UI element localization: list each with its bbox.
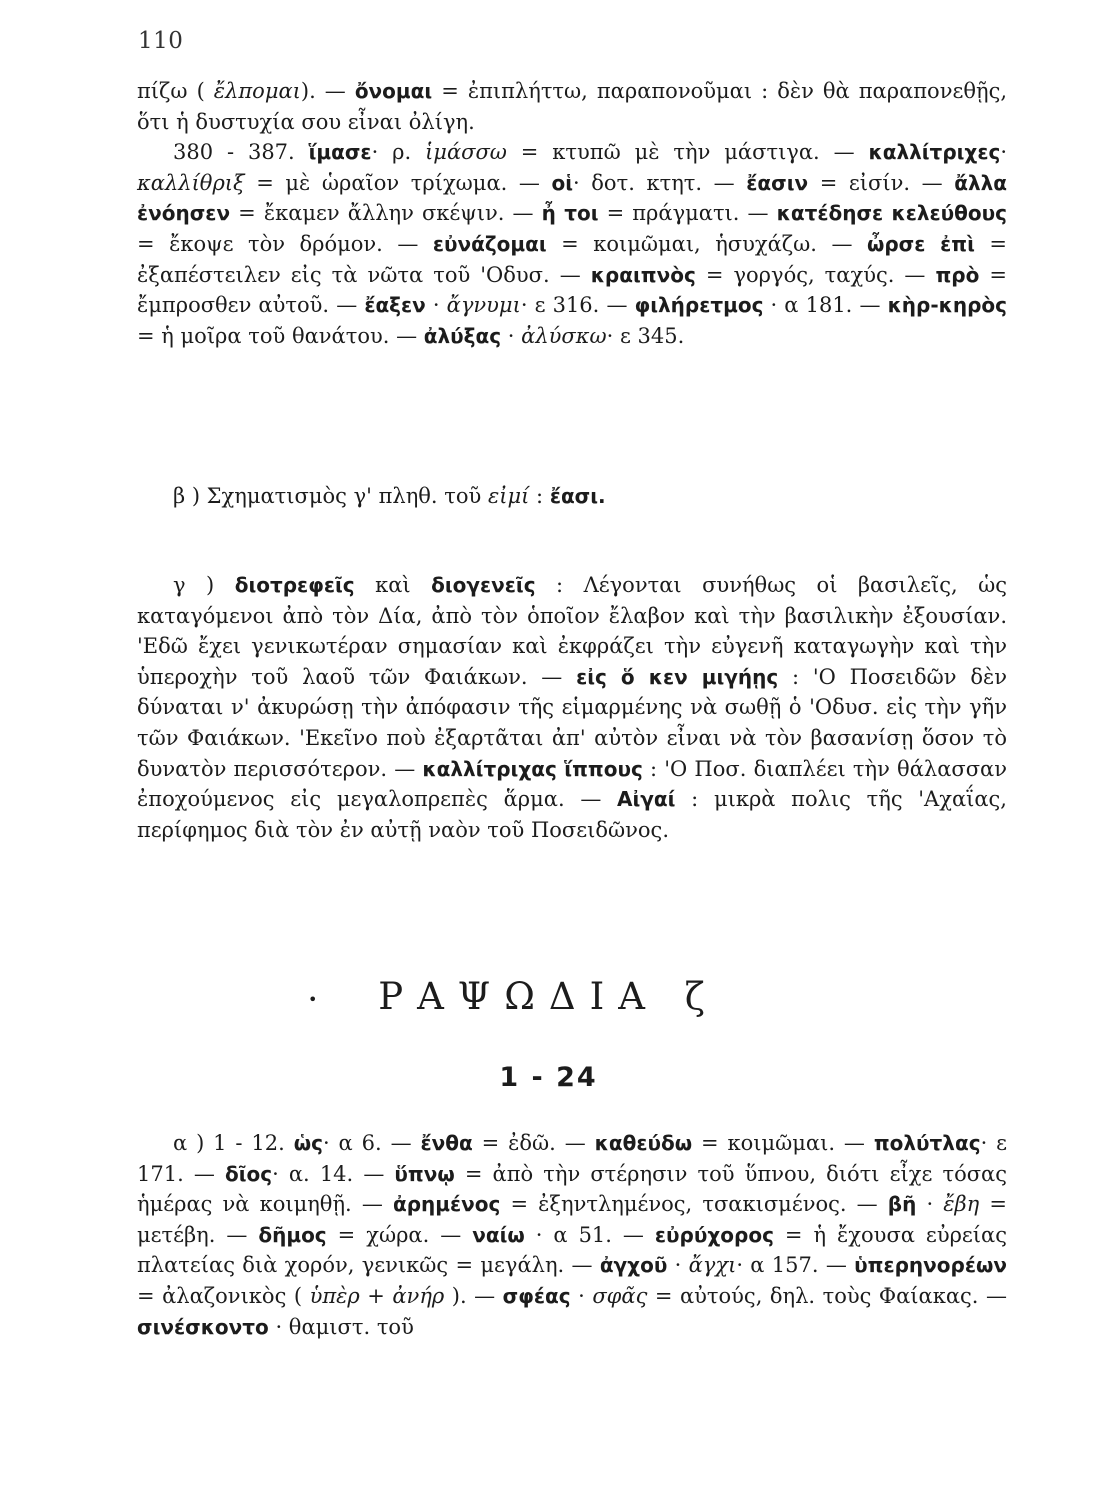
gloss-text: : Λέγονται συνήθως οἱ βασιλεῖς, ὡς καταγόμενοι ἀπὸ τὸν Δία, ἀπὸ τὸν ὁποῖον ἔλαβον καὶ τὴν βασιλικὴν ἐξουσίαν. 'Εδῶ ἔχει γενικωτέραν σημασίαν καὶ ἐκφράζει τὴν εὐγενῆ καταγωγὴν καὶ τὴν ὑπεροχὴν τοῦ λαοῦ τῶν Φαιάκων. — — [137, 573, 1008, 689]
lemma-term: ἀγχοῦ — [599, 1253, 668, 1278]
lemma-term: ἀλύξας — [423, 323, 502, 348]
paragraph — [137, 481, 1007, 512]
gloss-text: · ε 171. — — [137, 1131, 1008, 1186]
gloss-text: · — [667, 1253, 689, 1278]
lemma-term: ἔνθα — [420, 1131, 473, 1155]
lemma-term: καθεύδω — [594, 1131, 693, 1155]
gloss-text: · α 157. — — [736, 1253, 855, 1278]
lemma-term: ἔασι. — [549, 484, 606, 508]
gloss-text: = εἰσίν. — — [808, 170, 955, 195]
lemma-term: κραιπνὸς — [590, 262, 696, 287]
gloss-text: = ἐξηντλημένος, τσακισμένος. — — [500, 1192, 888, 1217]
gloss-text: α ) 1 - 12. — [173, 1131, 294, 1155]
gloss-text: ). — — [444, 1283, 503, 1308]
lemma-term: σινέσκοντο — [137, 1314, 269, 1339]
commentary-block-1 — [137, 76, 1007, 351]
gloss-text: · ρ. — [371, 140, 426, 165]
lemma-term: ἵμασε — [308, 140, 372, 165]
gloss-text: = ἡ ἔχουσα εὐρείας πλατείας διὰ χορόν, γενικῶς = μεγάλη. — — [137, 1222, 1007, 1278]
gloss-text: · α 181. — — [763, 293, 888, 318]
gloss-text: · — [570, 1283, 593, 1308]
lemma-term: ὡς — [293, 1131, 323, 1155]
lemma-term: φιλήρετμος — [634, 293, 764, 318]
lemma-term: ἔαξεν — [364, 293, 426, 318]
gloss-text: = ἔμπροσθεν αὐτοῦ. — — [137, 262, 1007, 318]
lemma-term: Αἰγαί — [617, 787, 676, 812]
italic-form: καλλίθριξ — [137, 170, 245, 195]
gloss-text: · — [501, 323, 522, 348]
gloss-text: = κτυπῶ μὲ τὴν μάστιγα. — — [506, 140, 869, 165]
gloss-text: · — [916, 1192, 944, 1217]
paragraph — [137, 1128, 1007, 1342]
gloss-text: = κοιμῶμαι, ἡσυχάζω. — — [546, 231, 867, 256]
paragraph — [137, 570, 1007, 845]
lemma-term: διοτρεφεῖς — [234, 573, 355, 597]
gloss-text: = ἐδῶ. — — [472, 1131, 595, 1155]
gloss-text: = αὐτούς, δηλ. τοὺς Φαίακας. — — [647, 1283, 1007, 1308]
gloss-text: πίζω ( — [137, 79, 214, 103]
gloss-text: γ ) — [173, 573, 235, 597]
italic-form: ἀλύσκω — [521, 323, 607, 348]
gloss-text: καὶ — [354, 573, 432, 597]
gloss-text: · δοτ. κτητ. — — [573, 170, 747, 195]
gloss-text: = ἀπὸ τὴν στέρησιν τοῦ ὕπνου, διότι εἶχε τόσας ἡμέρας νὰ κοιμηθῇ. — — [137, 1161, 1007, 1217]
lemma-term: ὦρσε ἐπὶ — [866, 231, 975, 256]
gloss-text: · α 51. — — [524, 1222, 655, 1247]
lemma-term: πρὸ — [935, 262, 980, 287]
lemma-term: διογενεῖς — [431, 573, 536, 597]
italic-form: ἔλπομαι — [213, 79, 301, 103]
paragraph — [137, 137, 1007, 351]
bullet-mark: • — [308, 990, 318, 1009]
gloss-text: · ε 345. — [606, 323, 685, 348]
italic-form: ὑπὲρ + ἀνήρ — [309, 1283, 445, 1308]
lemma-term: ἀρημένος — [392, 1192, 501, 1217]
lemma-term: δῖος — [224, 1161, 273, 1186]
page-number: 110 — [138, 28, 184, 54]
paragraph — [137, 76, 1007, 137]
rhapsody-title: ΡΑΨΩΔΙΑ ζ — [378, 975, 719, 1018]
gloss-text: · — [1000, 140, 1008, 165]
lemma-term: βῆ — [887, 1192, 917, 1217]
gloss-text: = ἔκοψε τὸν δρόμον. — — [137, 231, 433, 256]
lemma-term: καλλίτριχες — [868, 140, 1001, 165]
gloss-text: = χώρα. — — [326, 1222, 473, 1247]
lemma-term: ἦ τοι — [541, 201, 599, 226]
italic-form: σφᾶς — [592, 1283, 648, 1308]
gloss-text: = πράγματι. — — [598, 201, 777, 226]
gloss-text: : μικρὰ πολις τῆς 'Αχαΐας, περίφημος διὰ τὸν ἐν αὐτῇ ναὸν τοῦ Ποσειδῶνος. — [137, 787, 1007, 842]
gloss-text: = ἔκαμεν ἄλλην σκέψιν. — — [230, 201, 542, 226]
italic-form: ἄγχι — [688, 1253, 737, 1278]
section-range: 1 - 24 — [499, 1062, 598, 1093]
gloss-text: : 'Ο Ποσ. διαπλέει τὴν θάλασσαν ἐποχούμενος εἰς μεγαλοπρεπὲς ἅρμα. — — [137, 756, 1007, 812]
lemma-term: κατέδησε κελεύθους — [776, 201, 1007, 226]
lemma-term: ὄνομαι — [354, 79, 433, 103]
lemma-term: οἱ — [551, 170, 574, 195]
gloss-text: · θαμιστ. τοῦ — [268, 1314, 414, 1339]
gloss-text: = κοιμῶμαι. — — [692, 1131, 874, 1155]
commentary-block-3 — [137, 570, 1007, 845]
gloss-text: = ἡ μοῖρα τοῦ θανάτου. — — [137, 323, 424, 348]
lemma-term: εἰς ὅ κεν μιγήῃς — [576, 664, 779, 689]
gloss-text: β ) Σχηματισμὸς γ' πληθ. τοῦ — [173, 484, 488, 508]
lemma-term: κὴρ-κηρὸς — [887, 293, 1008, 318]
italic-form: ἱμάσσω — [425, 140, 507, 165]
gloss-text: = μὲ ὡραῖον τρίχωμα. — — [244, 170, 552, 195]
gloss-text: · ε 316. — — [520, 293, 635, 318]
lemma-term: καλλίτριχας ἵππους — [422, 756, 643, 781]
italic-form: ἄγνυμι — [446, 293, 521, 318]
gloss-text: = ἐξαπέστειλεν εἰς τὰ νῶτα τοῦ 'Οδυσ. — — [137, 231, 1007, 287]
gloss-text: = γοργός, ταχύς. — — [695, 262, 936, 287]
gloss-text: · α. 14. — — [272, 1161, 395, 1186]
gloss-text: = ἐπιπλήττω, παραπονοῦμαι : δὲν θὰ παραπονεθῇς, ὅτι ἡ δυστυχία σου εἶναι ὀλίγη. — [137, 79, 1008, 134]
gloss-text: ). — — [300, 79, 355, 103]
lemma-term: σφέας — [502, 1283, 571, 1308]
lemma-term: εὐρύχορος — [654, 1222, 774, 1247]
lemma-term: ὕπνῳ — [394, 1161, 455, 1186]
gloss-text: · α 6. — — [322, 1131, 421, 1155]
gloss-text: = ἀλαζονικὸς ( — [137, 1283, 310, 1308]
lemma-term: ἔασιν — [746, 170, 809, 195]
lemma-term: ἄλλα ἐνόησεν — [137, 170, 1007, 226]
gloss-text: = μετέβη. — — [137, 1192, 1007, 1247]
italic-form: εἰμί — [487, 484, 530, 508]
commentary-block-4 — [137, 1128, 1007, 1342]
lemma-term: εὐνάζομαι — [432, 231, 547, 256]
gloss-text: : — [529, 484, 550, 508]
gloss-text: 380 - 387. — [173, 140, 309, 165]
lemma-term: πολύτλας — [873, 1131, 981, 1155]
lemma-term: ὑπερηνορέων — [854, 1253, 1007, 1278]
lemma-term: ναίω — [472, 1222, 525, 1247]
commentary-block-2 — [137, 481, 1007, 512]
gloss-text: : 'Ο Ποσειδῶν δὲν δύναται ν' ἀκυρώσῃ τὴν ἀπόφασιν τῆς εἱμαρμένης νὰ σωθῇ ὁ 'Οδυσ. εἰς τὴν γῆν τῶν Φαιάκων. 'Εκεῖνο ποὺ ἐξαρτᾶται ἀπ' αὐτὸν εἶναι νὰ τὸν βασανίσῃ ὅσον τὸ δυνατὸν περισσότερον. — — [137, 664, 1008, 781]
gloss-text: · — [425, 293, 447, 318]
lemma-term: δῆμος — [258, 1222, 327, 1247]
italic-form: ἔβη — [943, 1192, 980, 1217]
